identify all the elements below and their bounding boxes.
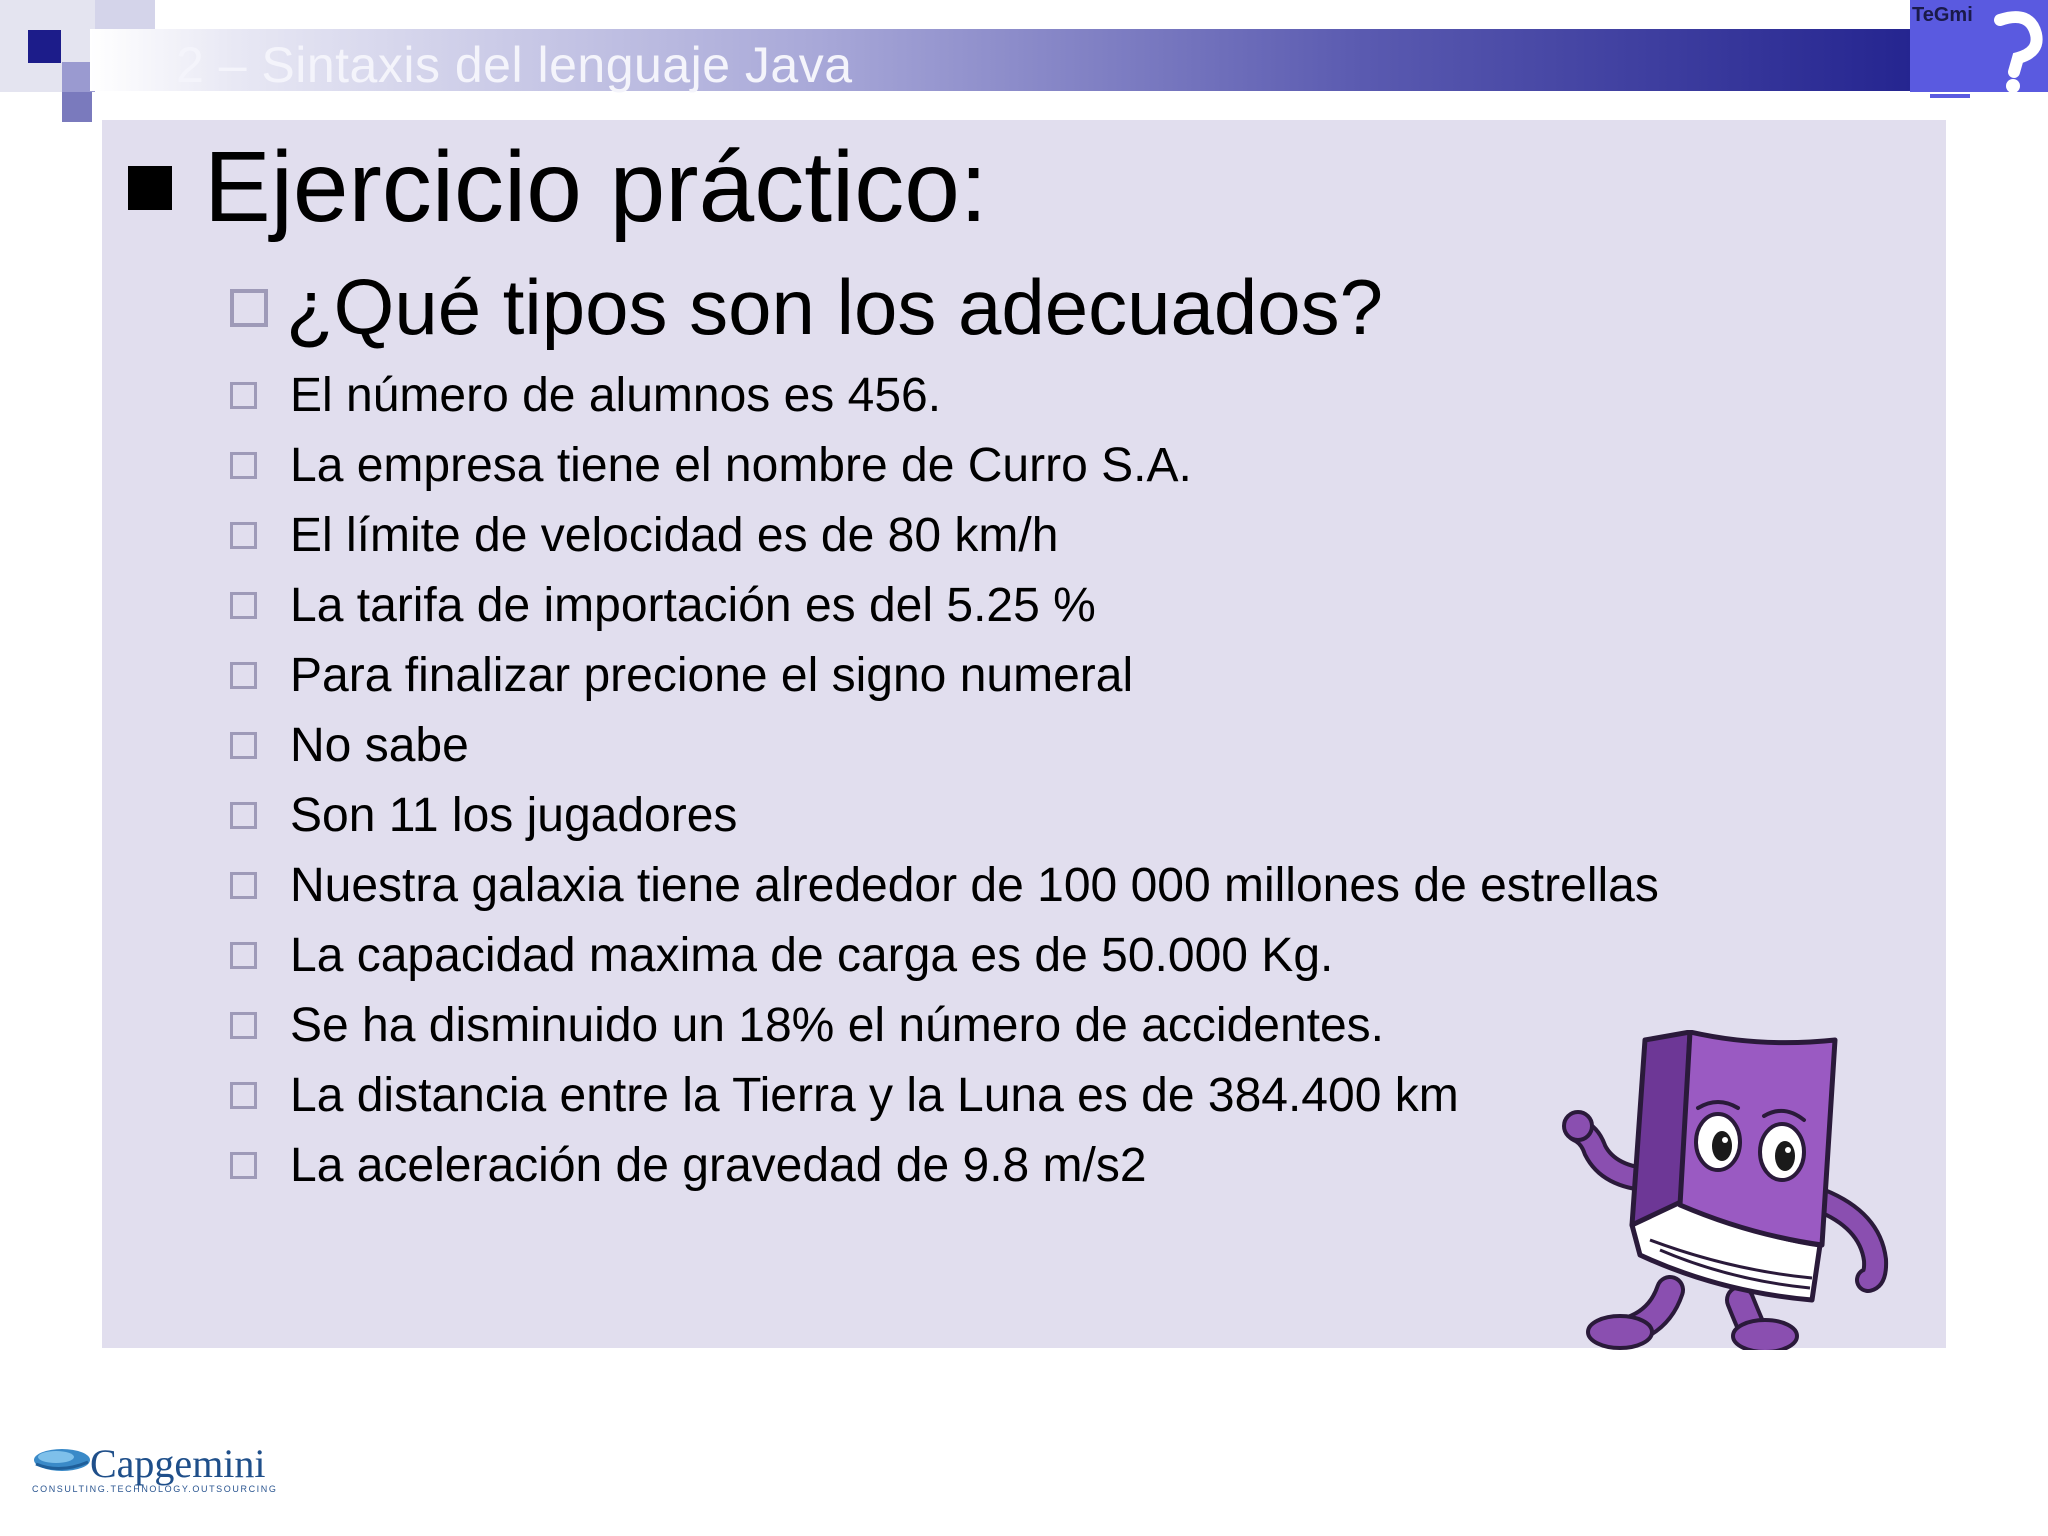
list-item-text: La capacidad maxima de carga es de 50.000 Kg. xyxy=(290,928,1334,982)
exercise-list xyxy=(230,360,1659,1200)
outline-square-icon xyxy=(230,1082,257,1109)
outline-square-icon xyxy=(230,872,257,899)
footer-brand: Capgemini xyxy=(90,1441,266,1486)
slide-heading: Ejercicio práctico: xyxy=(204,131,988,243)
list-item xyxy=(230,780,1659,850)
list-item-text: Son 11 los jugadores xyxy=(290,788,738,842)
list-item xyxy=(230,990,1659,1060)
outline-square-icon xyxy=(230,382,257,409)
list-item-text: No sabe xyxy=(290,718,469,772)
list-item xyxy=(230,1060,1659,1130)
list-item xyxy=(230,710,1659,780)
list-item xyxy=(230,360,1659,430)
outline-square-icon xyxy=(230,592,257,619)
list-item xyxy=(230,850,1659,920)
outline-square-icon xyxy=(230,802,257,829)
list-item xyxy=(230,640,1659,710)
list-item xyxy=(230,430,1659,500)
outline-square-icon xyxy=(230,452,257,479)
footer-tagline: CONSULTING.TECHNOLOGY.OUTSOURCING xyxy=(32,1484,278,1494)
corner-logo-label: TeGmi xyxy=(1912,4,1973,26)
outline-square-icon xyxy=(230,1012,257,1039)
list-item-text: Nuestra galaxia tiene alrededor de 100 000 millones de estrellas xyxy=(290,858,1659,912)
heading-row xyxy=(128,130,988,245)
list-item-text: El número de alumnos es 456. xyxy=(290,368,942,422)
list-item-text: El límite de velocidad es de 80 km/h xyxy=(290,508,1059,562)
slide-section-title: 2 – Sintaxis del lenguaje Java xyxy=(176,37,853,93)
list-item xyxy=(230,920,1659,990)
list-item-text: La aceleración de gravedad de 9.8 m/s2 xyxy=(290,1138,1147,1192)
slide-subheading: ¿Qué tipos son los adecuados? xyxy=(286,263,1384,351)
list-item xyxy=(230,570,1659,640)
list-item-text: Para finalizar precione el signo numeral xyxy=(290,648,1134,702)
subheading-row xyxy=(230,262,1383,353)
list-item-text: La distancia entre la Tierra y la Luna es de 384.400 km xyxy=(290,1068,1459,1122)
outline-square-icon xyxy=(230,522,257,549)
outline-square-icon xyxy=(230,1152,257,1179)
outline-square-icon xyxy=(230,732,257,759)
book-mascot-icon xyxy=(1550,1030,1900,1350)
outline-square-icon xyxy=(230,289,268,327)
list-item xyxy=(230,1130,1659,1200)
filled-square-icon xyxy=(128,166,172,210)
outline-square-icon xyxy=(230,662,257,689)
list-item-text: La tarifa de importación es del 5.25 % xyxy=(290,578,1096,632)
list-item xyxy=(230,500,1659,570)
list-item-text: La empresa tiene el nombre de Curro S.A. xyxy=(290,438,1192,492)
list-item-text: Se ha disminuido un 18% el número de accidentes. xyxy=(290,998,1385,1052)
outline-square-icon xyxy=(230,942,257,969)
